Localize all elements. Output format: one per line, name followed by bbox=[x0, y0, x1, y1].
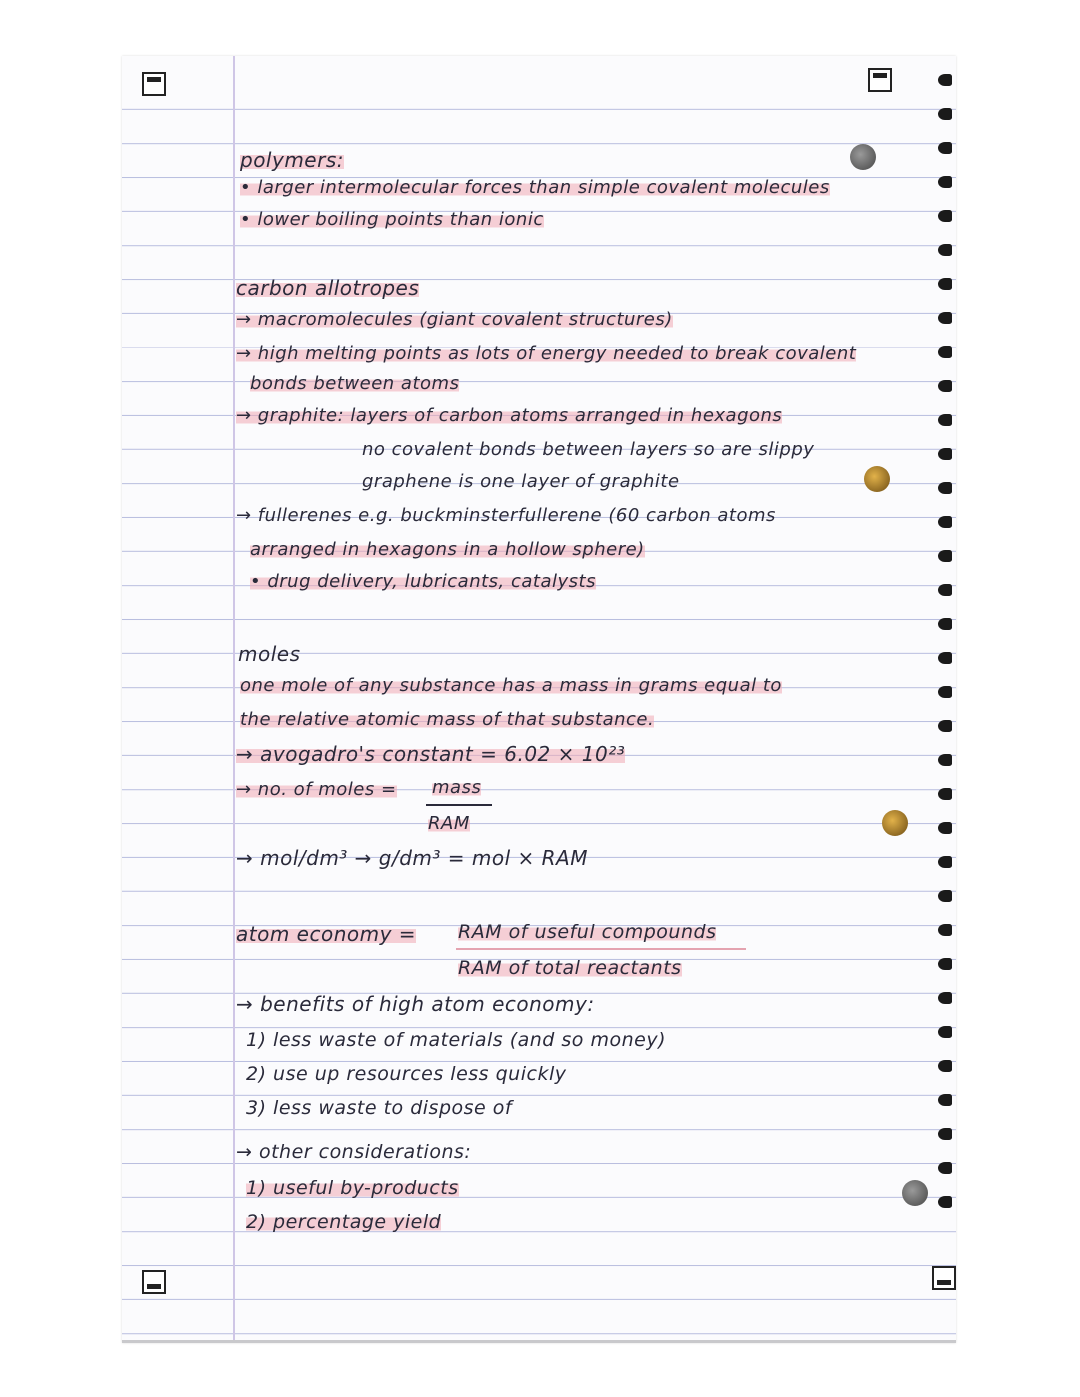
binding-ring-icon bbox=[938, 924, 952, 936]
punch-hole-icon bbox=[882, 810, 908, 836]
binding-ring-icon bbox=[938, 584, 952, 596]
binding-ring-icon bbox=[938, 108, 952, 120]
binding-ring-icon bbox=[938, 1196, 952, 1208]
punch-hole-icon bbox=[902, 1180, 928, 1206]
other-considerations-heading: → other considerations: bbox=[236, 1141, 472, 1163]
binding-ring-icon bbox=[938, 1094, 952, 1106]
no-of-moles-label: → no. of moles = bbox=[236, 779, 397, 800]
binding-ring-icon bbox=[938, 686, 952, 698]
binding-ring-icon bbox=[938, 788, 952, 800]
binding-ring-icon bbox=[938, 1162, 952, 1174]
formula-denominator: RAM bbox=[428, 813, 470, 834]
polymers-point: • larger intermolecular forces than simple covalent molecules bbox=[240, 177, 830, 198]
binding-ring-icon bbox=[938, 550, 952, 562]
corner-marker-icon bbox=[868, 68, 892, 92]
binding-ring-icon bbox=[938, 1026, 952, 1038]
corner-marker-icon bbox=[142, 72, 166, 96]
binding-ring-icon bbox=[938, 448, 952, 460]
binding-ring-icon bbox=[938, 890, 952, 902]
binding-ring-icon bbox=[938, 720, 952, 732]
binding-ring-icon bbox=[938, 312, 952, 324]
margin-line bbox=[233, 56, 235, 1340]
formula-numerator: mass bbox=[432, 777, 482, 798]
spiral-binding bbox=[930, 64, 960, 1284]
binding-ring-icon bbox=[938, 856, 952, 868]
fullerenes-line: → fullerenes e.g. buckminsterfullerene (60 carbon atoms bbox=[236, 505, 776, 526]
polymers-heading: polymers: bbox=[240, 148, 344, 172]
atom-economy-label: atom economy = bbox=[236, 922, 417, 946]
high-melting-line: → high melting points as lots of energy needed to break covalent bbox=[236, 343, 857, 364]
binding-ring-icon bbox=[938, 516, 952, 528]
moles-definition: the relative atomic mass of that substance. bbox=[240, 709, 655, 730]
punch-hole-icon bbox=[850, 144, 876, 170]
benefits-heading: → benefits of high atom economy: bbox=[236, 992, 595, 1016]
graphite-line: → graphite: layers of carbon atoms arranged in hexagons bbox=[236, 405, 783, 426]
moles-definition: one mole of any substance has a mass in grams equal to bbox=[240, 675, 782, 696]
binding-ring-icon bbox=[938, 142, 952, 154]
binding-ring-icon bbox=[938, 210, 952, 222]
carbon-allotropes-heading: carbon allotropes bbox=[236, 276, 420, 300]
binding-ring-icon bbox=[938, 278, 952, 290]
benefit-item: 1) less waste of materials (and so money) bbox=[246, 1029, 666, 1051]
binding-ring-icon bbox=[938, 958, 952, 970]
atom-economy-denominator: RAM of total reactants bbox=[458, 957, 682, 979]
consideration-item: 2) percentage yield bbox=[246, 1211, 442, 1233]
consideration-item: 1) useful by-products bbox=[246, 1177, 459, 1199]
corner-marker-icon bbox=[142, 1270, 166, 1294]
binding-ring-icon bbox=[938, 652, 952, 664]
high-melting-line: bonds between atoms bbox=[250, 373, 460, 394]
concentration-conversion: → mol/dm³ → g/dm³ = mol × RAM bbox=[236, 846, 588, 870]
punch-hole-icon bbox=[864, 466, 890, 492]
graphite-line: no covalent bonds between layers so are slippy bbox=[362, 439, 815, 460]
binding-ring-icon bbox=[938, 414, 952, 426]
graphene-line: graphene is one layer of graphite bbox=[362, 471, 680, 492]
binding-ring-icon bbox=[938, 244, 952, 256]
avogadro-constant: → avogadro's constant = 6.02 × 10²³ bbox=[236, 742, 626, 766]
binding-ring-icon bbox=[938, 1060, 952, 1072]
binding-ring-icon bbox=[938, 618, 952, 630]
binding-ring-icon bbox=[938, 482, 952, 494]
atom-economy-numerator: RAM of useful compounds bbox=[458, 921, 717, 943]
fraction-bar bbox=[456, 948, 746, 950]
binding-ring-icon bbox=[938, 754, 952, 766]
binding-ring-icon bbox=[938, 1128, 952, 1140]
fullerene-uses: • drug delivery, lubricants, catalysts bbox=[250, 571, 596, 592]
binding-ring-icon bbox=[938, 380, 952, 392]
fullerenes-line: arranged in hexagons in a hollow sphere) bbox=[250, 539, 645, 560]
binding-ring-icon bbox=[938, 992, 952, 1004]
notebook-page bbox=[122, 56, 956, 1343]
benefit-item: 3) less waste to dispose of bbox=[246, 1097, 513, 1119]
polymers-point: • lower boiling points than ionic bbox=[240, 209, 544, 230]
moles-heading: moles bbox=[238, 642, 301, 666]
benefit-item: 2) use up resources less quickly bbox=[246, 1063, 567, 1085]
macromolecules-line: → macromolecules (giant covalent structures) bbox=[236, 309, 673, 330]
binding-ring-icon bbox=[938, 822, 952, 834]
fraction-bar bbox=[426, 804, 492, 806]
binding-ring-icon bbox=[938, 74, 952, 86]
binding-ring-icon bbox=[938, 176, 952, 188]
binding-ring-icon bbox=[938, 346, 952, 358]
